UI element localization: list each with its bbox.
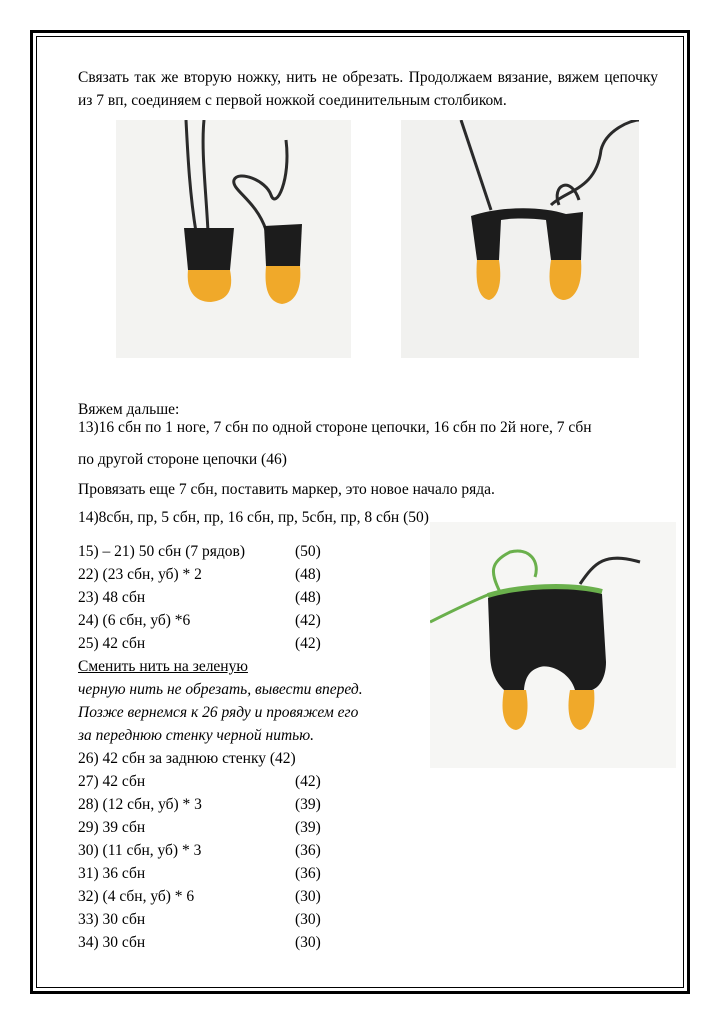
row-23 bbox=[78, 587, 321, 609]
row-30 bbox=[78, 840, 321, 862]
row-26: 26) 42 сбн за заднюю стенку (42) bbox=[78, 750, 296, 767]
row-text: 23) 48 сбн bbox=[78, 589, 146, 606]
row-count: (48) bbox=[295, 566, 321, 583]
row-34 bbox=[78, 932, 321, 954]
row-text: 22) (23 сбн, уб) * 2 bbox=[78, 566, 202, 583]
note-line-1: черную нить не обрезать, вывести вперед. bbox=[78, 681, 363, 698]
change-color-heading: Сменить нить на зеленую bbox=[78, 658, 248, 675]
row-count: (50) bbox=[295, 543, 321, 560]
row-count: (42) bbox=[295, 635, 321, 652]
row-13-line-1: 13)16 сбн по 1 ноге, 7 сбн по одной стороне цепочки, 16 сбн по 2й ноге, 7 сбн bbox=[78, 419, 592, 436]
row-text: 25) 42 сбн bbox=[78, 635, 146, 652]
row-25 bbox=[78, 633, 321, 655]
row-32 bbox=[78, 886, 321, 908]
marker-note: Провязать еще 7 сбн, поставить маркер, это новое начало ряда. bbox=[78, 481, 495, 498]
row-14: 14)8сбн, пр, 5 сбн, пр, 16 сбн, пр, 5сбн, пр, 8 сбн (50) bbox=[78, 509, 429, 526]
row-count: (30) bbox=[295, 888, 321, 905]
row-count: (39) bbox=[295, 819, 321, 836]
row-count: (36) bbox=[295, 842, 321, 859]
row-count: (48) bbox=[295, 589, 321, 606]
row-text: 29) 39 сбн bbox=[78, 819, 146, 836]
row-count: (36) bbox=[295, 865, 321, 882]
row-text: 32) (4 сбн, уб) * 6 bbox=[78, 888, 195, 905]
note-line-2: Позже вернемся к 26 ряду и провяжем его bbox=[78, 704, 359, 721]
row-text: 15) – 21) 50 сбн (7 рядов) bbox=[78, 543, 245, 560]
row-31 bbox=[78, 863, 321, 885]
row-text: 24) (6 сбн, уб) *6 bbox=[78, 612, 191, 629]
row-text: 28) (12 сбн, уб) * 3 bbox=[78, 796, 202, 813]
row-13-line-2: по другой стороне цепочки (46) bbox=[78, 451, 287, 468]
row-33 bbox=[78, 909, 321, 931]
row-22 bbox=[78, 564, 321, 586]
row-27 bbox=[78, 771, 321, 793]
photo-two-legs bbox=[116, 120, 351, 358]
intro-paragraph: Связать так же вторую ножку, нить не обрезать. Продолжаем вязание, вяжем цепочку из 7 вп, соединяем с первой ножкой соединительным столбиком. bbox=[78, 69, 658, 109]
row-count: (30) bbox=[295, 911, 321, 928]
row-text: 31) 36 сбн bbox=[78, 865, 146, 882]
photo-legs-joined bbox=[401, 120, 639, 358]
row-24 bbox=[78, 610, 321, 632]
row-15-21 bbox=[78, 541, 321, 563]
row-text: 34) 30 сбн bbox=[78, 934, 146, 951]
continue-heading: Вяжем дальше: bbox=[78, 401, 180, 418]
row-count: (39) bbox=[295, 796, 321, 813]
row-text: 27) 42 сбн bbox=[78, 773, 146, 790]
row-28 bbox=[78, 794, 321, 816]
row-count: (30) bbox=[295, 934, 321, 951]
row-count: (42) bbox=[295, 612, 321, 629]
row-29 bbox=[78, 817, 321, 839]
row-text: 30) (11 сбн, уб) * 3 bbox=[78, 842, 202, 859]
row-text: 33) 30 сбн bbox=[78, 911, 146, 928]
photo-pants bbox=[430, 522, 676, 768]
row-count: (42) bbox=[295, 773, 321, 790]
note-line-3: за переднюю стенку черной нитью. bbox=[78, 727, 315, 744]
